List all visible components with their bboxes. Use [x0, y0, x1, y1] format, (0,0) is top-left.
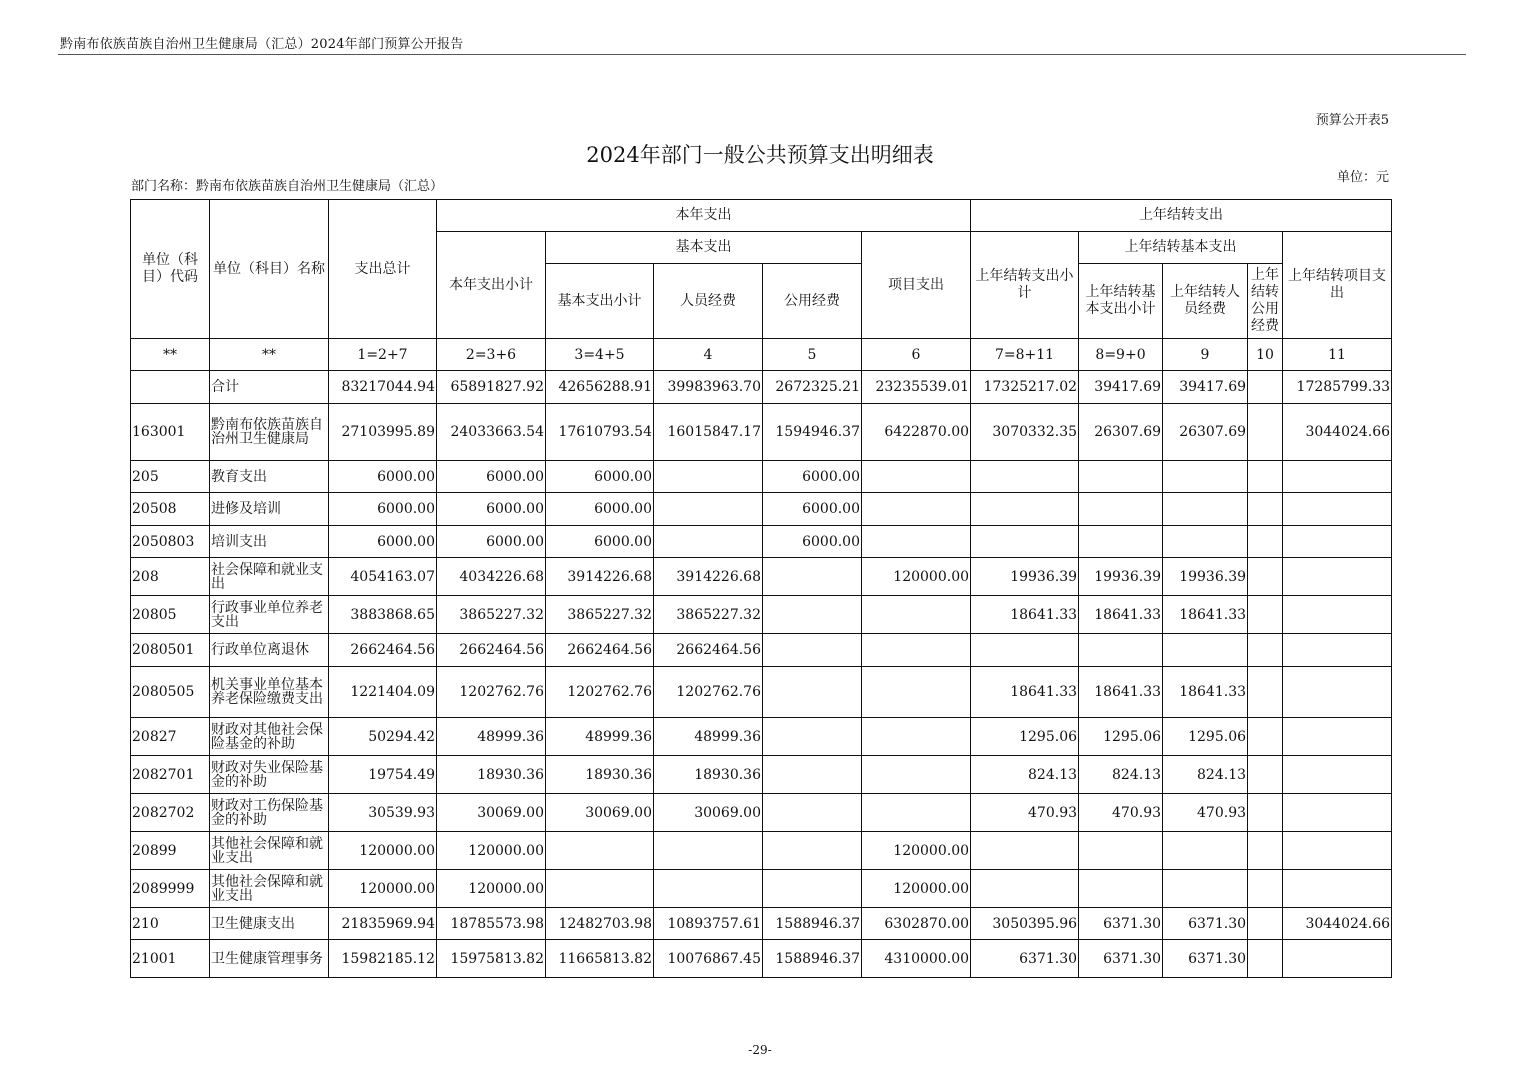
row-value: 6000.00 [437, 493, 546, 526]
row-value [862, 667, 971, 718]
table-row [131, 558, 1392, 596]
row-value: 470.93 [1163, 794, 1248, 832]
row-value [654, 493, 763, 526]
header-total: 支出总计 [329, 200, 437, 339]
row-value: 6000.00 [546, 461, 654, 493]
row-value: 3044024.66 [1283, 908, 1392, 940]
header-current-year: 本年支出 [437, 200, 971, 232]
row-value: 19754.49 [329, 756, 437, 794]
row-code: 20827 [131, 718, 210, 756]
row-value: 6371.30 [971, 940, 1079, 978]
header-public: 公用经费 [763, 264, 862, 339]
row-value: 3044024.66 [1283, 404, 1392, 461]
row-value: 17285799.33 [1283, 371, 1392, 404]
row-value: 42656288.91 [546, 371, 654, 404]
row-value [971, 870, 1079, 908]
header-basic: 基本支出 [546, 232, 862, 264]
row-value [654, 832, 763, 870]
table-row [131, 832, 1392, 870]
row-value: 39983963.70 [654, 371, 763, 404]
row-value: 3914226.68 [654, 558, 763, 596]
row-value [1248, 718, 1283, 756]
row-value [862, 634, 971, 667]
row-value: 83217044.94 [329, 371, 437, 404]
row-value [1283, 558, 1392, 596]
row-value [1248, 461, 1283, 493]
row-value: 19936.39 [1079, 558, 1163, 596]
row-code: 20805 [131, 596, 210, 634]
row-value [763, 718, 862, 756]
row-name: 行政事业单位养老支出 [210, 596, 329, 634]
row-value: 1295.06 [1079, 718, 1163, 756]
row-value: 1202762.76 [654, 667, 763, 718]
table-row [131, 634, 1392, 667]
running-header: 黔南布依族苗族自治州卫生健康局（汇总）2024年部门预算公开报告 [60, 37, 464, 52]
row-value: 30069.00 [546, 794, 654, 832]
row-value [1079, 634, 1163, 667]
row-value [1283, 832, 1392, 870]
row-value: 50294.42 [329, 718, 437, 756]
row-value: 1594946.37 [763, 404, 862, 461]
row-value [862, 596, 971, 634]
row-value [1283, 596, 1392, 634]
row-name: 机关事业单位基本养老保险缴费支出 [210, 667, 329, 718]
row-value [1283, 667, 1392, 718]
row-code: 2082701 [131, 756, 210, 794]
row-value: 6302870.00 [862, 908, 971, 940]
header-carryover-personnel: 上年结转人员经费 [1163, 264, 1248, 339]
budget-table [130, 199, 1392, 978]
form-number: 预算公开表5 [1315, 113, 1389, 128]
row-value: 18930.36 [437, 756, 546, 794]
row-value [763, 634, 862, 667]
header-project: 项目支出 [862, 232, 971, 339]
row-value: 3070332.35 [971, 404, 1079, 461]
row-value [546, 832, 654, 870]
row-value: 3914226.68 [546, 558, 654, 596]
row-value: 2662464.56 [654, 634, 763, 667]
row-value: 18641.33 [971, 667, 1079, 718]
header-carryover-basic-subtotal: 上年结转基本支出小计 [1079, 264, 1163, 339]
row-value: 27103995.89 [329, 404, 437, 461]
row-value: 30069.00 [654, 794, 763, 832]
row-value: 6000.00 [546, 526, 654, 558]
row-code: 20899 [131, 832, 210, 870]
row-value: 4054163.07 [329, 558, 437, 596]
row-value [1283, 461, 1392, 493]
header-carryover-project: 上年结转项目支出 [1283, 232, 1392, 339]
row-value: 6371.30 [1079, 940, 1163, 978]
header-carryover: 上年结转支出 [971, 200, 1392, 232]
index-cell: ** [131, 339, 210, 371]
index-cell: 9 [1163, 339, 1248, 371]
index-cell: 8=9+0 [1079, 339, 1163, 371]
row-value: 39417.69 [1079, 371, 1163, 404]
row-value [1248, 794, 1283, 832]
row-name: 行政单位离退休 [210, 634, 329, 667]
row-value: 6422870.00 [862, 404, 971, 461]
row-value: 30539.93 [329, 794, 437, 832]
row-value: 120000.00 [437, 832, 546, 870]
row-value: 1588946.37 [763, 940, 862, 978]
row-value: 3865227.32 [654, 596, 763, 634]
table-row [131, 794, 1392, 832]
row-value [1079, 832, 1163, 870]
row-value: 120000.00 [329, 870, 437, 908]
row-value [971, 493, 1079, 526]
row-value: 824.13 [1079, 756, 1163, 794]
page-number: -29- [748, 1043, 772, 1057]
row-value: 3050395.96 [971, 908, 1079, 940]
row-name: 财政对失业保险基金的补助 [210, 756, 329, 794]
row-value: 6371.30 [1163, 908, 1248, 940]
row-value: 18930.36 [546, 756, 654, 794]
row-value [971, 526, 1079, 558]
unit-label: 单位：元 [1336, 170, 1389, 185]
row-value: 39417.69 [1163, 371, 1248, 404]
row-value [1248, 908, 1283, 940]
row-value: 11665813.82 [546, 940, 654, 978]
row-value [862, 526, 971, 558]
table-row [131, 940, 1392, 978]
row-value [763, 794, 862, 832]
row-value: 18641.33 [971, 596, 1079, 634]
row-name: 培训支出 [210, 526, 329, 558]
row-value: 120000.00 [862, 558, 971, 596]
row-value: 18930.36 [654, 756, 763, 794]
table-row [131, 461, 1392, 493]
table-row [131, 756, 1392, 794]
row-value: 3883868.65 [329, 596, 437, 634]
header-carryover-subtotal: 上年结转支出小计 [971, 232, 1079, 339]
row-value: 48999.36 [546, 718, 654, 756]
row-value: 2662464.56 [329, 634, 437, 667]
row-value [1248, 870, 1283, 908]
row-code: 208 [131, 558, 210, 596]
header-rule [58, 54, 1466, 55]
row-value [1283, 870, 1392, 908]
row-name: 卫生健康支出 [210, 908, 329, 940]
row-value [1163, 832, 1248, 870]
row-value: 6000.00 [437, 526, 546, 558]
index-cell: 10 [1248, 339, 1283, 371]
row-value: 23235539.01 [862, 371, 971, 404]
document-title: 2024年部门一般公共预算支出明细表 [586, 143, 934, 167]
row-value [654, 526, 763, 558]
row-value: 6000.00 [763, 526, 862, 558]
row-value [546, 870, 654, 908]
row-value: 6000.00 [329, 461, 437, 493]
row-code: 163001 [131, 404, 210, 461]
index-cell: 4 [654, 339, 763, 371]
row-value: 10893757.61 [654, 908, 763, 940]
row-value [763, 756, 862, 794]
row-value: 120000.00 [437, 870, 546, 908]
row-value [1079, 493, 1163, 526]
row-name: 其他社会保障和就业支出 [210, 870, 329, 908]
row-value [1248, 940, 1283, 978]
index-cell: 7=8+11 [971, 339, 1079, 371]
row-value [1283, 940, 1392, 978]
row-value [1248, 832, 1283, 870]
row-value: 1295.06 [971, 718, 1079, 756]
row-code: 2050803 [131, 526, 210, 558]
row-value [862, 461, 971, 493]
row-name: 黔南布依族苗族自治州卫生健康局 [210, 404, 329, 461]
row-value [1283, 526, 1392, 558]
row-value: 6000.00 [329, 493, 437, 526]
row-value: 6000.00 [437, 461, 546, 493]
row-value [1283, 634, 1392, 667]
row-value [862, 756, 971, 794]
header-basic-subtotal: 基本支出小计 [546, 264, 654, 339]
row-name: 财政对工伤保险基金的补助 [210, 794, 329, 832]
row-value: 6371.30 [1079, 908, 1163, 940]
row-value [1248, 371, 1283, 404]
row-value [1163, 461, 1248, 493]
row-value [1248, 756, 1283, 794]
row-value [1163, 526, 1248, 558]
row-value: 24033663.54 [437, 404, 546, 461]
row-value: 3865227.32 [437, 596, 546, 634]
row-value [1283, 718, 1392, 756]
row-value: 6000.00 [329, 526, 437, 558]
row-value [1248, 526, 1283, 558]
row-value [763, 667, 862, 718]
row-value [654, 870, 763, 908]
row-value: 470.93 [1079, 794, 1163, 832]
table-row [131, 526, 1392, 558]
index-cell: 5 [763, 339, 862, 371]
row-value [971, 832, 1079, 870]
row-value [763, 596, 862, 634]
index-row [131, 339, 1392, 371]
row-value: 120000.00 [862, 832, 971, 870]
row-value: 824.13 [1163, 756, 1248, 794]
row-value [862, 493, 971, 526]
row-value: 15982185.12 [329, 940, 437, 978]
header-personnel: 人员经费 [654, 264, 763, 339]
row-value: 18641.33 [1079, 596, 1163, 634]
index-cell: 2=3+6 [437, 339, 546, 371]
row-value: 1202762.76 [546, 667, 654, 718]
table-row [131, 870, 1392, 908]
row-value: 4034226.68 [437, 558, 546, 596]
row-value: 1202762.76 [437, 667, 546, 718]
index-cell: 1=2+7 [329, 339, 437, 371]
row-value [1163, 634, 1248, 667]
row-value: 65891827.92 [437, 371, 546, 404]
row-code: 210 [131, 908, 210, 940]
row-value [862, 794, 971, 832]
table-row [131, 596, 1392, 634]
row-value [1248, 667, 1283, 718]
row-name: 社会保障和就业支出 [210, 558, 329, 596]
row-value: 1295.06 [1163, 718, 1248, 756]
header-carryover-basic: 上年结转基本支出 [1079, 232, 1283, 264]
header-carryover-public: 上年结转公用经费 [1248, 264, 1283, 339]
row-value: 26307.69 [1079, 404, 1163, 461]
row-name: 其他社会保障和就业支出 [210, 832, 329, 870]
row-value: 15975813.82 [437, 940, 546, 978]
department-name: 部门名称：黔南布依族苗族自治州卫生健康局（汇总） [131, 179, 444, 194]
row-value [1079, 461, 1163, 493]
table-row [131, 908, 1392, 940]
row-value: 10076867.45 [654, 940, 763, 978]
index-cell: 6 [862, 339, 971, 371]
table-row [131, 718, 1392, 756]
row-code: 2082702 [131, 794, 210, 832]
row-value: 1221404.09 [329, 667, 437, 718]
row-value: 120000.00 [862, 870, 971, 908]
row-code: 21001 [131, 940, 210, 978]
row-value [1163, 493, 1248, 526]
header-current-subtotal: 本年支出小计 [437, 232, 546, 339]
row-value [971, 461, 1079, 493]
row-value: 48999.36 [437, 718, 546, 756]
table-row [131, 404, 1392, 461]
row-name: 卫生健康管理事务 [210, 940, 329, 978]
row-code [131, 371, 210, 404]
row-code: 2080501 [131, 634, 210, 667]
row-value: 1588946.37 [763, 908, 862, 940]
row-value: 30069.00 [437, 794, 546, 832]
row-value: 18641.33 [1163, 667, 1248, 718]
row-value: 6371.30 [1163, 940, 1248, 978]
row-value: 120000.00 [329, 832, 437, 870]
index-cell: ** [210, 339, 329, 371]
row-value [1283, 493, 1392, 526]
row-code: 20508 [131, 493, 210, 526]
row-value [763, 832, 862, 870]
row-value: 18641.33 [1163, 596, 1248, 634]
row-name: 教育支出 [210, 461, 329, 493]
row-value [971, 634, 1079, 667]
row-value: 26307.69 [1163, 404, 1248, 461]
row-name: 进修及培训 [210, 493, 329, 526]
row-value: 6000.00 [546, 493, 654, 526]
row-value [862, 718, 971, 756]
row-value [1248, 634, 1283, 667]
row-value: 2662464.56 [437, 634, 546, 667]
row-value [1248, 404, 1283, 461]
row-value: 17610793.54 [546, 404, 654, 461]
index-cell: 3=4+5 [546, 339, 654, 371]
row-value: 6000.00 [763, 493, 862, 526]
row-code: 2080505 [131, 667, 210, 718]
row-value [1079, 526, 1163, 558]
table-row [131, 493, 1392, 526]
row-value: 48999.36 [654, 718, 763, 756]
row-value: 3865227.32 [546, 596, 654, 634]
row-name: 财政对其他社会保险基金的补助 [210, 718, 329, 756]
row-value: 2662464.56 [546, 634, 654, 667]
row-value: 16015847.17 [654, 404, 763, 461]
row-value: 17325217.02 [971, 371, 1079, 404]
row-value [1079, 870, 1163, 908]
row-value: 19936.39 [1163, 558, 1248, 596]
row-value [1248, 493, 1283, 526]
row-value: 6000.00 [763, 461, 862, 493]
row-code: 2089999 [131, 870, 210, 908]
header-code: 单位（科目）代码 [131, 200, 210, 339]
index-cell: 11 [1283, 339, 1392, 371]
row-value: 824.13 [971, 756, 1079, 794]
row-value: 470.93 [971, 794, 1079, 832]
row-value [1163, 870, 1248, 908]
row-value: 21835969.94 [329, 908, 437, 940]
row-value: 2672325.21 [763, 371, 862, 404]
row-value [1283, 794, 1392, 832]
row-value [1248, 558, 1283, 596]
row-value: 19936.39 [971, 558, 1079, 596]
row-value [1283, 756, 1392, 794]
row-value: 4310000.00 [862, 940, 971, 978]
header-name: 单位（科目）名称 [210, 200, 329, 339]
table-row [131, 371, 1392, 404]
row-value [654, 461, 763, 493]
row-value [763, 870, 862, 908]
row-value: 12482703.98 [546, 908, 654, 940]
row-value: 18641.33 [1079, 667, 1163, 718]
row-code: 205 [131, 461, 210, 493]
row-value [763, 558, 862, 596]
row-value [1248, 596, 1283, 634]
row-name: 合计 [210, 371, 329, 404]
table-row [131, 667, 1392, 718]
row-value: 18785573.98 [437, 908, 546, 940]
